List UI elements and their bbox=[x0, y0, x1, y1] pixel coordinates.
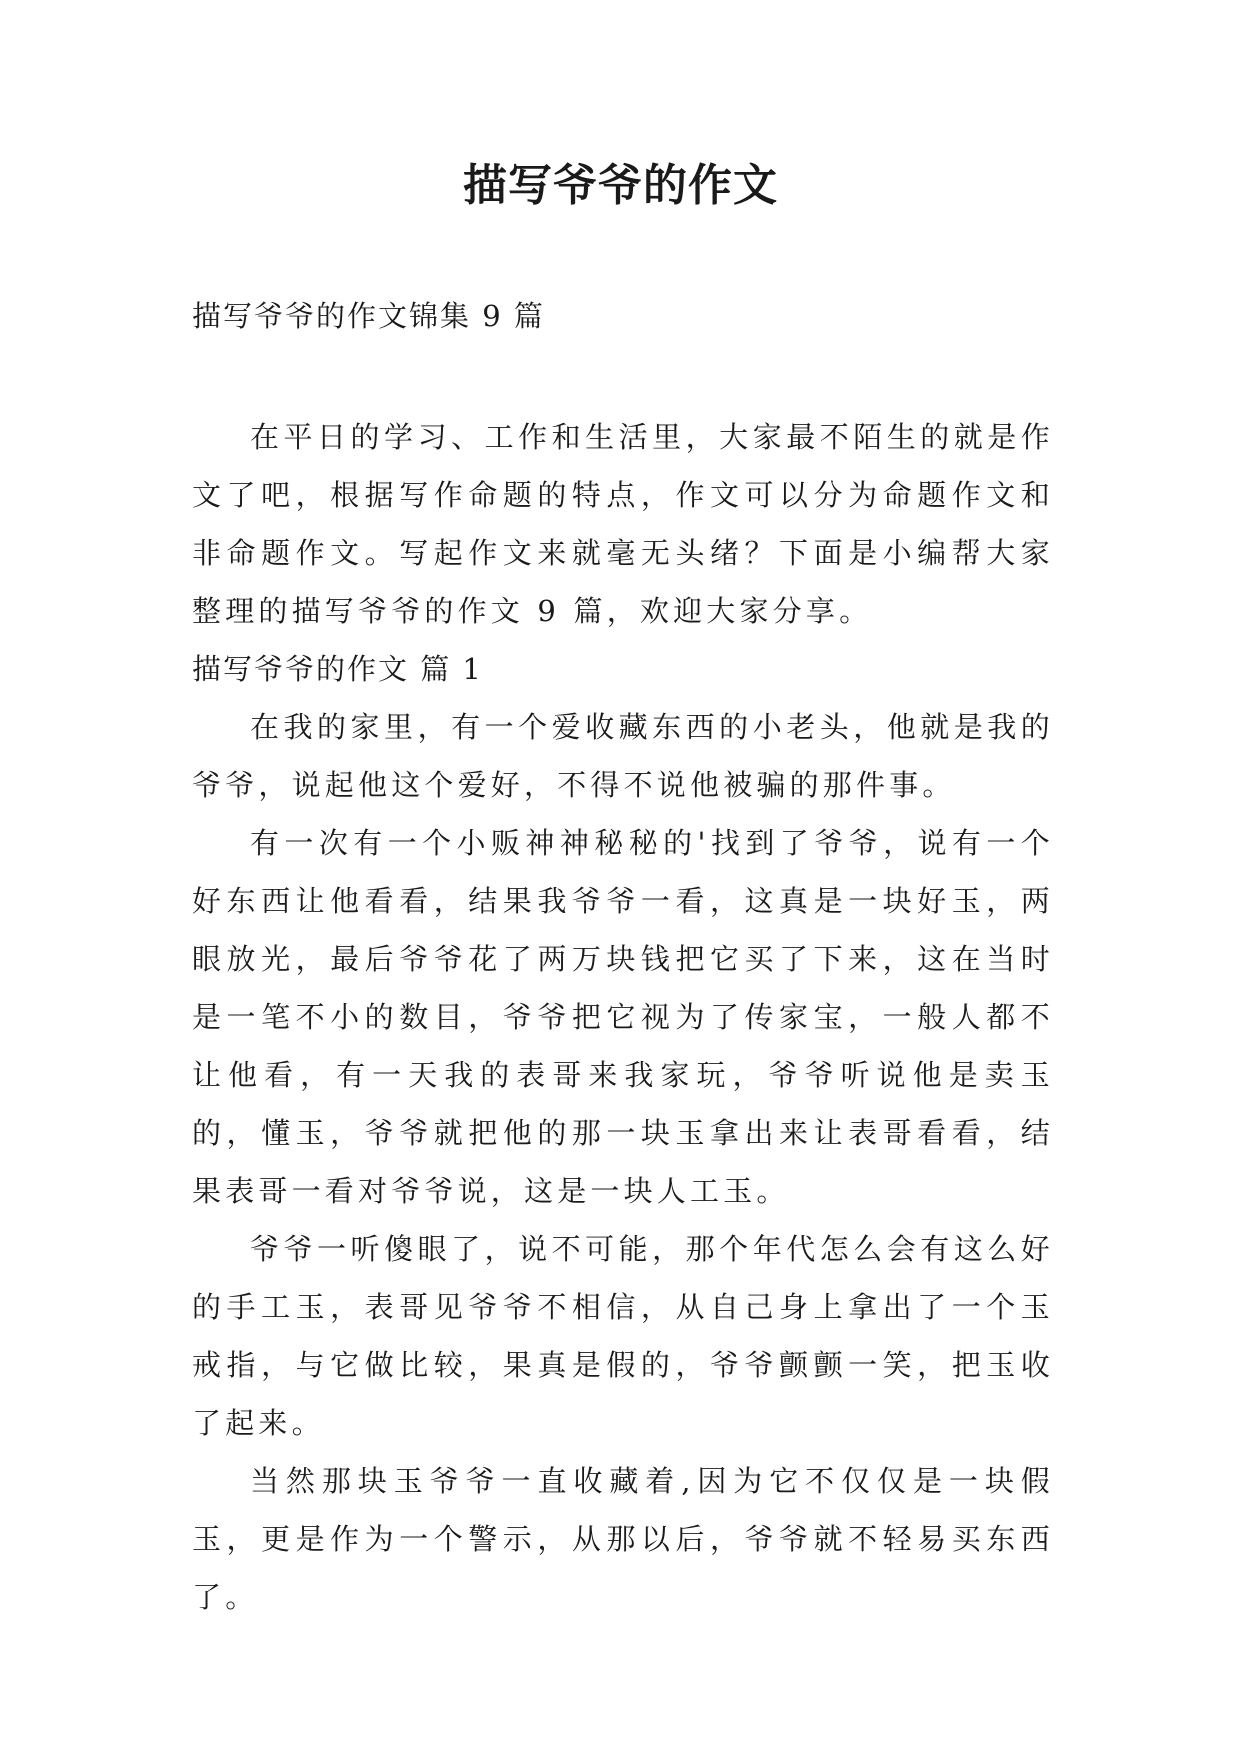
document-title: 描写爷爷的作文 bbox=[463, 160, 778, 211]
body-paragraph: 有一次有一个小贩神神秘秘的'找到了爷爷，说有一个好东西让他看看，结果我爷爷一看，这真是一块好玉，两眼放光，最后爷爷花了两万块钱把它买了下来，这在当时是一笔不小的数目，爷爷把它视为了传家宝，一般人都不让他看，有一天我的表哥来我家玩，爷爷听说他是卖玉的，懂玉，爷爷就把他的那一块玉拿出来让表哥看看，结果表哥一看对爷爷说，这是一块人工玉。 bbox=[192, 826, 1054, 1208]
intro-paragraph: 在平日的学习、工作和生活里，大家最不陌生的就是作文了吧，根据写作命题的特点，作文可以分为命题作文和非命题作文。写起作文来就毫无头绪？下面是小编帮大家整理的描写爷爷的作文 9 篇，欢迎大家分享。 bbox=[192, 420, 1054, 628]
body-paragraph: 爷爷一听傻眼了，说不可能，那个年代怎么会有这么好的手工玉，表哥见爷爷不相信，从自己身上拿出了一个玉戒指，与它做比较，果真是假的，爷爷颤颤一笑，把玉收了起来。 bbox=[192, 1232, 1054, 1440]
document-body bbox=[192, 408, 1054, 1626]
section-heading: 描写爷爷的作文 篇 1 bbox=[192, 652, 483, 686]
body-paragraph: 当然那块玉爷爷一直收藏着,因为它不仅仅是一块假玉，更是作为一个警示，从那以后，爷爷就不轻易买东西了。 bbox=[192, 1464, 1054, 1614]
document-subtitle: 描写爷爷的作文锦集 9 篇 bbox=[192, 299, 545, 333]
body-paragraph: 在我的家里，有一个爱收藏东西的小老头，他就是我的爷爷，说起他这个爱好，不得不说他被骗的那件事。 bbox=[192, 710, 1054, 802]
